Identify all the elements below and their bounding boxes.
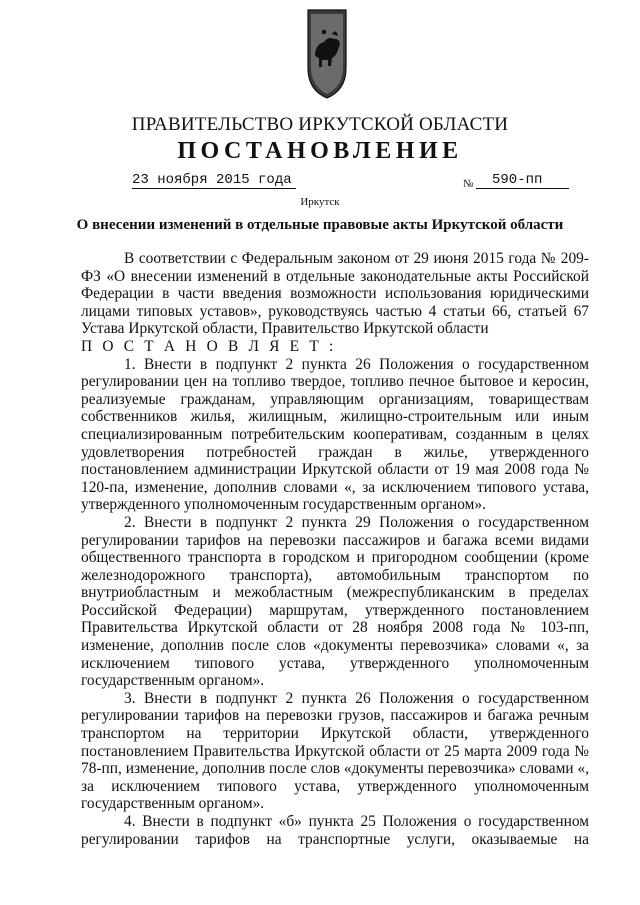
decree-date-text: 23 ноября 2015 года	[132, 172, 296, 189]
decree-word: П О С Т А Н О В Л Я Е Т :	[81, 337, 337, 355]
item-paragraph-1: 1. Внести в подпункт 2 пункта 26 Положения о государственном регулировании цен на топливо твердое, топливо печное бытовое и керосин, реализуемые гражданам, управляющим организациям, товариществам собственников жилья, жилищным, жилищно-строительным или иным специализированным потребительским кооперативам, созданным в целях удовлетворения потребностей граждан в жилье, утвержденного постановлением администрации Иркутской области от 19 мая 2008 года № 120-па, изменение, дополнив словами «, за исключением типового устава, утвержденного уполномоченным государственным органом».	[81, 355, 589, 514]
decree-date	[132, 172, 296, 189]
city-name: Иркутск	[300, 196, 340, 208]
decree-subject: О внесении изменений в отдельные правовые акты Иркутской области	[76, 217, 564, 233]
coat-of-arms-emblem	[302, 6, 352, 100]
document-type-title: ПОСТАНОВЛЕНИЕ	[177, 138, 463, 164]
preamble-paragraph: В соответствии с Федеральным законом от 29 июня 2015 года № 209-ФЗ «О внесении изменений в отдельные законодательные акты Российской Федерации в части введения возможности использования юридическими лицами типовых уставов», руководствуясь частью 4 статьи 66, статьей 67 Устава Иркутской области, Правительство Иркутской области	[81, 250, 589, 338]
item-paragraph-2: 2. Внести в подпункт 2 пункта 29 Положения о государственном регулировании тарифов на перевозки пассажиров и багажа всеми видами общественного транспорта в городском и пригородном сообщении (кроме железнодорожного транспорта), автомобильным транспортом по внутриобластным и межобластным (межреспубликанским в пределах Российской Федерации) маршрутам, утвержденного постановлением Правительства Иркутской области от 28 ноября 2008 года № 103-пп, изменение, дополнив после слов «документы перевозчика» словами «, за исключением типового устава, утвержденного уполномоченным государственным органом».	[81, 513, 589, 690]
item-paragraph-3: 3. Внести в подпункт 2 пункта 26 Положения о государственном регулировании тарифов на перевозки грузов, пассажиров и багажа речным транспортом на территории Иркутской области, утвержденного постановлением Правительства Иркутской области от 25 марта 2009 года № 78-пп, изменение, дополнив после слов «документы перевозчика» словами «, за исключением типового устава, утвержденного уполномоченным государственным органом».	[81, 689, 589, 813]
item-paragraph-4: 4. Внести в подпункт «б» пункта 25 Положения о государственном регулировании тарифов на транспортные услуги, оказываемые на	[81, 813, 589, 848]
decree-body	[81, 250, 589, 848]
number-sign: №	[463, 178, 474, 190]
decree-number: 590-пп	[476, 172, 569, 189]
government-name: ПРАВИТЕЛЬСТВО ИРКУТСКОЙ ОБЛАСТИ	[131, 114, 509, 135]
